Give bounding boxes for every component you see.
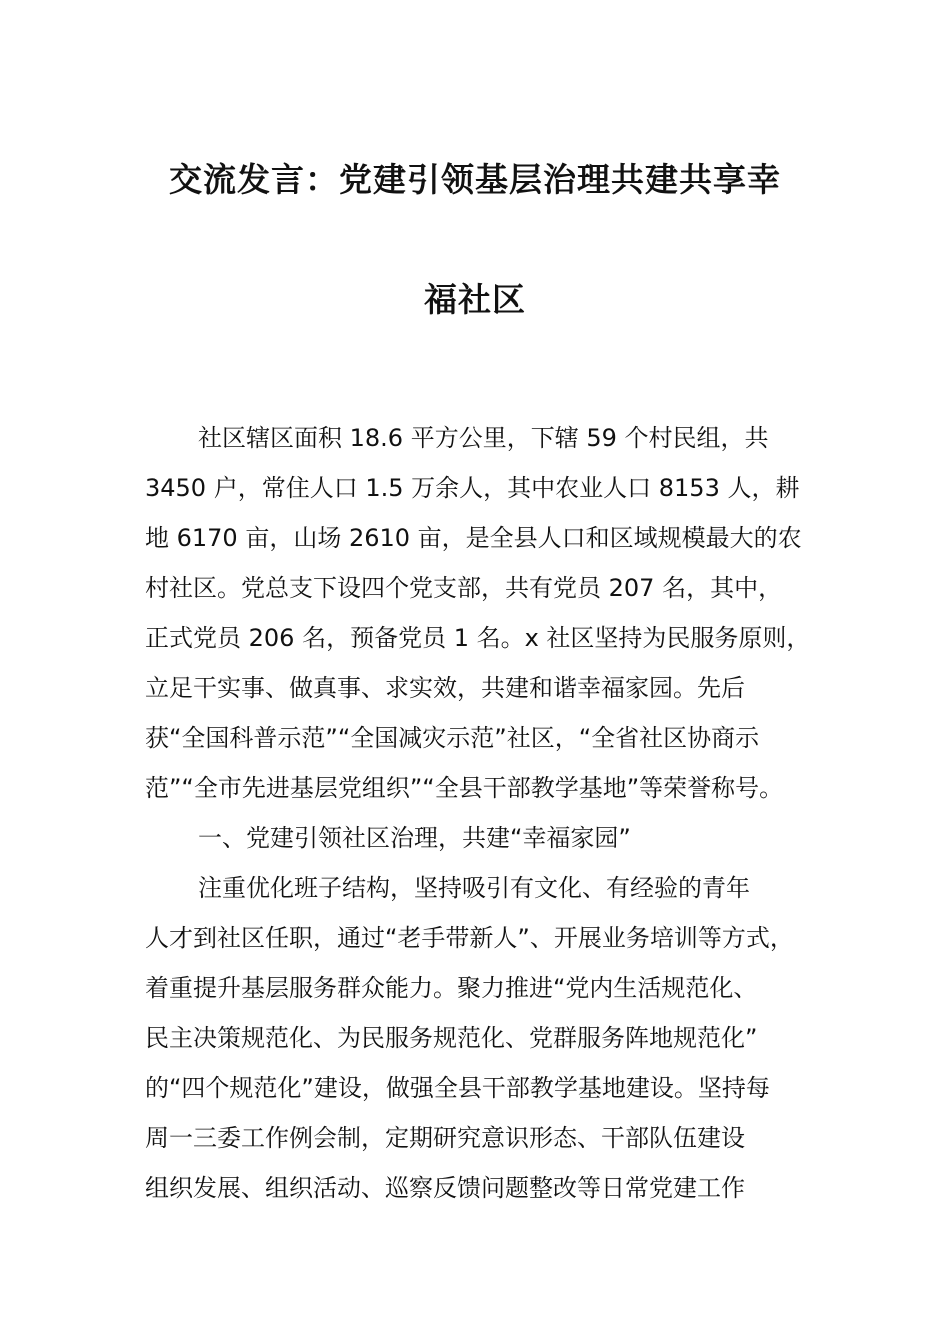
document-body (145, 420, 835, 1220)
paragraph-line: 正式党员 206 名，预备党员 1 名。x 社区坚持为民服务原则， (145, 624, 811, 652)
paragraph-line: 人才到社区任职，通过“老手带新人”、开展业务培训等方式， (145, 924, 794, 952)
paragraph-line: 3450 户，常住人口 1.5 万余人，其中农业人口 8153 人，耕 (145, 474, 800, 502)
paragraph-line: 获“全国科普示范”“全国减灾示范”社区，“全省社区协商示 (145, 724, 760, 752)
paragraph-line: 着重提升基层服务群众能力。聚力推进“党内生活规范化、 (145, 974, 758, 1002)
document-title-line-2: 福社区 (424, 280, 526, 319)
paragraph-line: 村社区。党总支下设四个党支部，共有党员 207 名，其中， (145, 574, 783, 602)
paragraph-line: 范”“全市先进基层党组织”“全县干部教学基地”等荣誉称号。 (145, 774, 784, 802)
paragraph-line: 立足干实事、做真事、求实效，共建和谐幸福家园。先后 (145, 674, 745, 702)
paragraph-line: 社区辖区面积 18.6 平方公里，下辖 59 个村民组，共 (198, 424, 769, 452)
paragraph-line: 注重优化班子结构，坚持吸引有文化、有经验的青年 (198, 874, 750, 902)
paragraph-line: 的“四个规范化”建设，做强全县干部教学基地建设。坚持每 (145, 1074, 770, 1102)
paragraph-line: 周一三委工作例会制，定期研究意识形态、干部队伍建设 (145, 1124, 745, 1152)
paragraph-line: 民主决策规范化、为民服务规范化、党群服务阵地规范化” (145, 1024, 758, 1052)
document-title-line-1: 交流发言：党建引领基层治理共建共享幸 (169, 160, 781, 199)
paragraph-line: 地 6170 亩，山场 2610 亩，是全县人口和区域规模最大的农 (145, 524, 802, 552)
section-heading: 一、党建引领社区治理，共建“幸福家园” (198, 824, 631, 852)
paragraph-line: 组织发展、组织活动、巡察反馈问题整改等日常党建工作 (145, 1174, 745, 1202)
